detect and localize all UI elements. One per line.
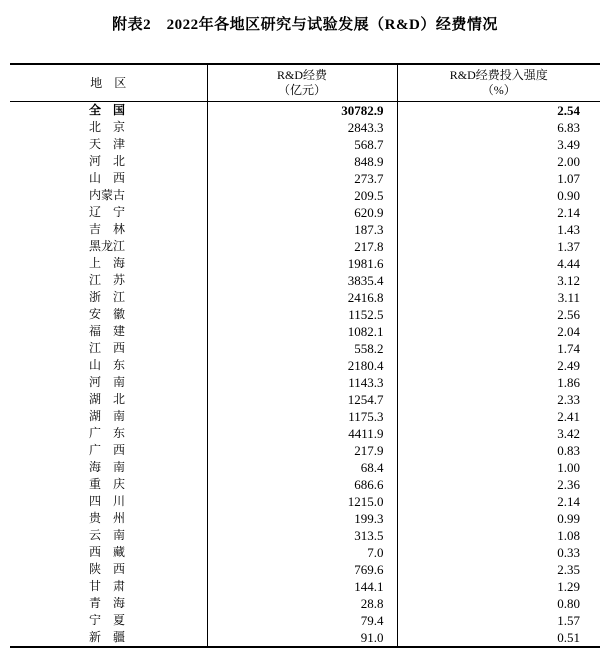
table-row — [10, 289, 600, 306]
region-cell: 甘 肃 — [10, 578, 207, 595]
region-cell: 宁 夏 — [10, 612, 207, 629]
intensity-cell: 0.90 — [557, 188, 580, 203]
column-header-funds — [207, 64, 397, 102]
funds-cell: 187.3 — [207, 221, 397, 238]
funds-cell: 1143.3 — [207, 374, 397, 391]
region-cell: 新 疆 — [10, 629, 207, 647]
intensity-cell: 2.14 — [557, 494, 580, 509]
table-row — [10, 153, 600, 170]
funds-cell: 28.8 — [207, 595, 397, 612]
funds-cell: 217.9 — [207, 442, 397, 459]
funds-cell: 7.0 — [207, 544, 397, 561]
region-cell: 山 西 — [10, 170, 207, 187]
funds-cell: 1082.1 — [207, 323, 397, 340]
table-row — [10, 510, 600, 527]
intensity-cell: 2.56 — [557, 307, 580, 322]
region-header-label: 地 区 — [90, 75, 127, 90]
funds-cell: 620.9 — [207, 204, 397, 221]
table-row — [10, 238, 600, 255]
table-row — [10, 544, 600, 561]
intensity-cell: 2.33 — [557, 392, 580, 407]
region-cell: 贵 州 — [10, 510, 207, 527]
intensity-cell: 2.41 — [557, 409, 580, 424]
table-row — [10, 578, 600, 595]
region-cell: 吉 林 — [10, 221, 207, 238]
region-cell: 天 津 — [10, 136, 207, 153]
table-row — [10, 119, 600, 136]
region-cell: 湖 南 — [10, 408, 207, 425]
funds-cell: 30782.9 — [207, 102, 397, 120]
region-cell: 广 西 — [10, 442, 207, 459]
intensity-cell: 0.99 — [557, 511, 580, 526]
funds-header-line2: （亿元） — [277, 83, 326, 97]
region-cell: 辽 宁 — [10, 204, 207, 221]
region-cell: 安 徽 — [10, 306, 207, 323]
table-row — [10, 102, 600, 120]
region-cell: 广 东 — [10, 425, 207, 442]
intensity-cell: 1.08 — [557, 528, 580, 543]
region-cell: 内蒙古 — [10, 187, 207, 204]
funds-cell: 273.7 — [207, 170, 397, 187]
table-row — [10, 561, 600, 578]
intensity-cell: 2.54 — [557, 103, 580, 118]
region-cell: 河 北 — [10, 153, 207, 170]
funds-cell: 217.8 — [207, 238, 397, 255]
table-row — [10, 323, 600, 340]
intensity-cell: 1.29 — [557, 579, 580, 594]
table-row — [10, 476, 600, 493]
funds-cell: 2180.4 — [207, 357, 397, 374]
table-row — [10, 629, 600, 647]
table-body — [10, 102, 600, 648]
table-row — [10, 493, 600, 510]
intensity-cell: 2.04 — [557, 324, 580, 339]
column-header-intensity — [397, 64, 600, 102]
table-row — [10, 306, 600, 323]
funds-cell: 1215.0 — [207, 493, 397, 510]
table-row — [10, 459, 600, 476]
intensity-cell: 2.35 — [557, 562, 580, 577]
table-row — [10, 408, 600, 425]
intensity-cell: 1.86 — [557, 375, 580, 390]
table-row — [10, 170, 600, 187]
page-title: 附表2 2022年各地区研究与试验发展（R&D）经费情况 — [112, 17, 498, 33]
region-cell: 黑龙江 — [10, 238, 207, 255]
region-cell: 江 苏 — [10, 272, 207, 289]
table-row — [10, 204, 600, 221]
intensity-cell: 6.83 — [557, 120, 580, 135]
region-cell: 山 东 — [10, 357, 207, 374]
table-row — [10, 357, 600, 374]
funds-cell: 209.5 — [207, 187, 397, 204]
intensity-cell: 0.33 — [557, 545, 580, 560]
funds-cell: 2416.8 — [207, 289, 397, 306]
intensity-cell: 1.74 — [557, 341, 580, 356]
region-cell: 河 南 — [10, 374, 207, 391]
table-row — [10, 425, 600, 442]
region-cell: 湖 北 — [10, 391, 207, 408]
intensity-cell: 0.83 — [557, 443, 580, 458]
funds-cell: 3835.4 — [207, 272, 397, 289]
table-row — [10, 374, 600, 391]
funds-cell: 1254.7 — [207, 391, 397, 408]
table-row — [10, 391, 600, 408]
intensity-header-line1: R&D经费投入强度 — [449, 68, 548, 82]
column-header-region — [10, 64, 207, 102]
funds-cell: 2843.3 — [207, 119, 397, 136]
intensity-cell: 2.14 — [557, 205, 580, 220]
intensity-cell: 1.57 — [557, 613, 580, 628]
table-row — [10, 272, 600, 289]
region-cell: 全 国 — [10, 102, 207, 120]
rd-expenditure-table — [10, 63, 600, 648]
intensity-cell: 2.49 — [557, 358, 580, 373]
table-header — [10, 64, 600, 102]
funds-cell: 91.0 — [207, 629, 397, 647]
funds-cell: 1981.6 — [207, 255, 397, 272]
intensity-cell: 3.42 — [557, 426, 580, 441]
region-cell: 西 藏 — [10, 544, 207, 561]
region-cell: 重 庆 — [10, 476, 207, 493]
funds-cell: 686.6 — [207, 476, 397, 493]
region-cell: 海 南 — [10, 459, 207, 476]
funds-cell: 68.4 — [207, 459, 397, 476]
intensity-cell: 0.51 — [557, 630, 580, 645]
intensity-cell: 3.12 — [557, 273, 580, 288]
funds-cell: 144.1 — [207, 578, 397, 595]
funds-cell: 1175.3 — [207, 408, 397, 425]
region-cell: 浙 江 — [10, 289, 207, 306]
table-row — [10, 527, 600, 544]
funds-cell: 1152.5 — [207, 306, 397, 323]
region-cell: 北 京 — [10, 119, 207, 136]
funds-cell: 4411.9 — [207, 425, 397, 442]
header-row — [10, 64, 600, 102]
region-cell: 四 川 — [10, 493, 207, 510]
region-cell: 青 海 — [10, 595, 207, 612]
region-cell: 陕 西 — [10, 561, 207, 578]
funds-cell: 769.6 — [207, 561, 397, 578]
funds-cell: 568.7 — [207, 136, 397, 153]
table-row — [10, 612, 600, 629]
region-cell: 上 海 — [10, 255, 207, 272]
funds-cell: 848.9 — [207, 153, 397, 170]
intensity-cell: 1.43 — [557, 222, 580, 237]
funds-cell: 199.3 — [207, 510, 397, 527]
intensity-cell: 0.80 — [557, 596, 580, 611]
intensity-cell: 1.37 — [557, 239, 580, 254]
region-cell: 江 西 — [10, 340, 207, 357]
rd-table-container — [10, 63, 600, 648]
table-row — [10, 221, 600, 238]
intensity-cell: 3.49 — [557, 137, 580, 152]
funds-header-line1: R&D经费 — [276, 68, 327, 82]
intensity-header-line2: （%） — [481, 83, 516, 97]
intensity-cell: 2.00 — [557, 154, 580, 169]
intensity-cell: 1.07 — [557, 171, 580, 186]
funds-cell: 79.4 — [207, 612, 397, 629]
intensity-cell: 2.36 — [557, 477, 580, 492]
table-row — [10, 442, 600, 459]
table-row — [10, 187, 600, 204]
intensity-cell: 4.44 — [557, 256, 580, 271]
funds-cell: 558.2 — [207, 340, 397, 357]
funds-cell: 313.5 — [207, 527, 397, 544]
table-row — [10, 136, 600, 153]
table-row — [10, 340, 600, 357]
region-cell: 福 建 — [10, 323, 207, 340]
table-row — [10, 595, 600, 612]
region-cell: 云 南 — [10, 527, 207, 544]
intensity-cell: 1.00 — [557, 460, 580, 475]
table-row — [10, 255, 600, 272]
intensity-cell: 3.11 — [557, 290, 580, 305]
